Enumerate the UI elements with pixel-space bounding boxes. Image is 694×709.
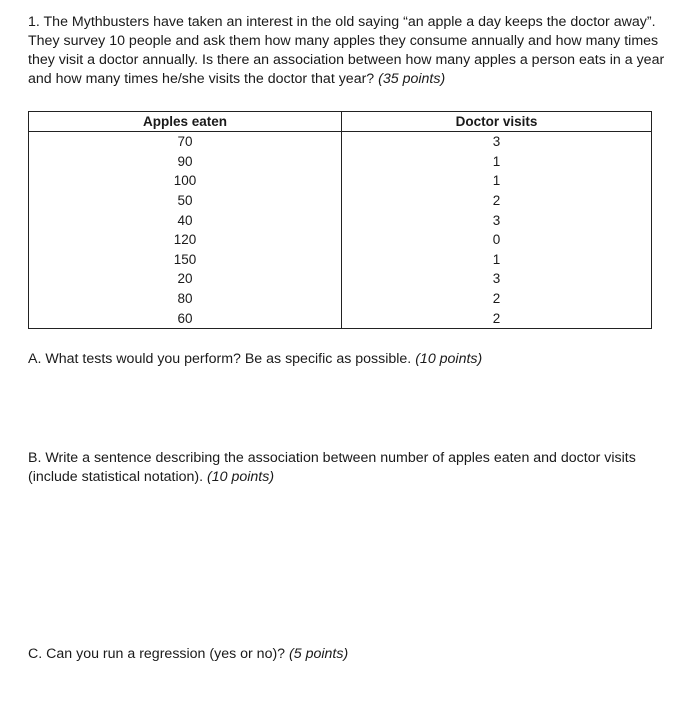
visits-cell: 0 <box>342 230 652 250</box>
visits-cell: 2 <box>342 191 652 211</box>
part-c <box>28 645 668 664</box>
data-table <box>28 111 652 329</box>
visits-cell: 2 <box>342 289 652 309</box>
visits-cell: 1 <box>342 250 652 270</box>
table-row <box>29 308 652 328</box>
question-body: 1. The Mythbusters have taken an interest in the old saying “an apple a day keeps the doctor away”. They survey 10 people and ask them how many apples they consume annually and how many times they visit a doctor annually. Is there an association between how many apples a person eats in a year and how many times he/she visits the doctor that year? <box>28 14 665 87</box>
part-a-points: (10 points) <box>415 351 483 367</box>
part-b-points: (10 points) <box>207 469 275 485</box>
part-c-text <box>28 645 668 664</box>
apples-cell: 90 <box>29 152 342 172</box>
apples-cell: 40 <box>29 210 342 230</box>
table-row <box>29 289 652 309</box>
apples-cell: 120 <box>29 230 342 250</box>
table-row <box>29 250 652 270</box>
part-a-body: A. What tests would you perform? Be as specific as possible. <box>28 351 412 367</box>
visits-cell: 1 <box>342 171 652 191</box>
table-row <box>29 230 652 250</box>
part-b-body: B. Write a sentence describing the association between number of apples eaten and doctor visits (include statistical notation). <box>28 450 636 485</box>
visits-cell: 3 <box>342 269 652 289</box>
header-doctor-visits: Doctor visits <box>342 112 652 132</box>
visits-cell: 2 <box>342 308 652 328</box>
table-row <box>29 152 652 172</box>
apples-cell: 60 <box>29 308 342 328</box>
apples-cell: 150 <box>29 250 342 270</box>
part-c-body: C. Can you run a regression (yes or no)? <box>28 646 286 662</box>
question-text <box>28 13 668 89</box>
question-1 <box>28 13 668 89</box>
header-apples-eaten: Apples eaten <box>29 112 342 132</box>
table-row <box>29 171 652 191</box>
table-row <box>29 191 652 211</box>
part-b <box>28 449 648 487</box>
part-b-text <box>28 449 648 487</box>
question-points: (35 points) <box>378 71 446 87</box>
apples-cell: 80 <box>29 289 342 309</box>
part-a-text <box>28 350 668 369</box>
visits-cell: 1 <box>342 152 652 172</box>
apples-cell: 50 <box>29 191 342 211</box>
visits-cell: 3 <box>342 210 652 230</box>
table-row <box>29 210 652 230</box>
table-row <box>29 132 652 152</box>
part-a <box>28 350 668 369</box>
table-header-row <box>29 112 652 132</box>
apples-cell: 100 <box>29 171 342 191</box>
table-row <box>29 269 652 289</box>
visits-cell: 3 <box>342 132 652 152</box>
part-c-points: (5 points) <box>289 646 349 662</box>
apples-cell: 70 <box>29 132 342 152</box>
apples-cell: 20 <box>29 269 342 289</box>
